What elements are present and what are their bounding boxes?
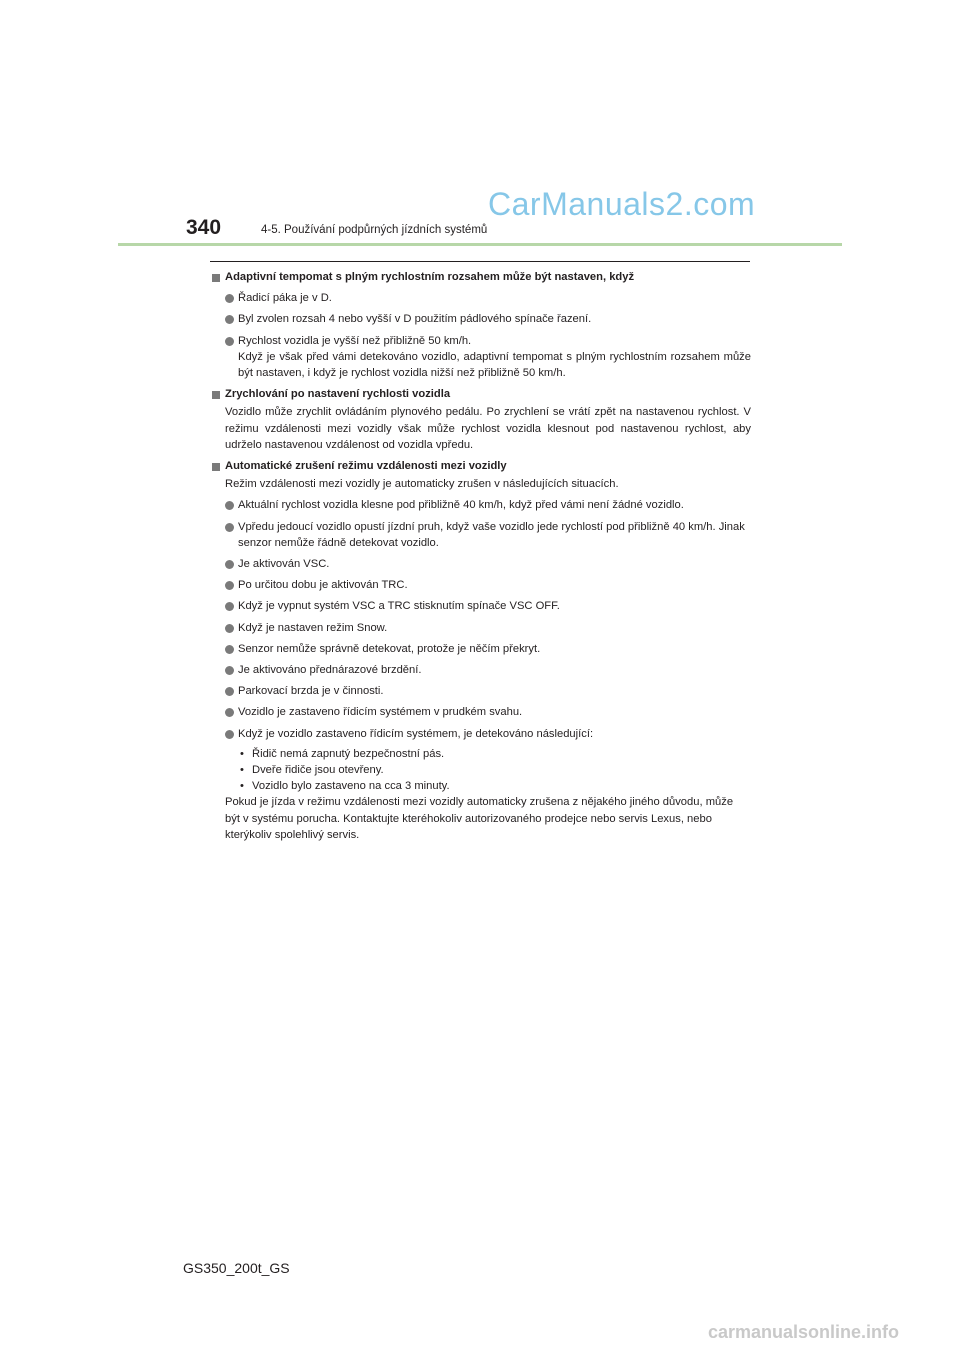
round-bullet-icon (225, 624, 234, 633)
watermark-carmanuals2: CarManuals2.com (488, 186, 756, 222)
sub-list-item-text: Řidič nemá zapnutý bezpečnostní pás. (252, 747, 445, 760)
page-number: 340 (186, 216, 222, 239)
square-bullet-icon (212, 274, 220, 282)
list-item (211, 641, 751, 657)
list-item-text: Parkovací brzda je v činnosti. (238, 685, 384, 698)
sub-list-item (238, 762, 751, 778)
round-bullet-icon (225, 645, 234, 654)
sub-list (211, 746, 751, 795)
round-bullet-icon (225, 501, 234, 510)
list-item (211, 683, 751, 699)
round-bullet-icon (225, 294, 234, 303)
list-item-continuation: Když je však před vámi detekováno vozidlo, adaptivní tempomat s plným rychlostním rozsahem může být nastaven, i když je rychlost vozidla nižší než přibližně 50 km/h. (238, 350, 751, 380)
list-item (211, 311, 751, 327)
list-item (211, 704, 751, 720)
watermark-carmanualsonline: carmanualsonline.info (708, 1322, 900, 1342)
list-item-text: Je aktivováno přednárazové brzdění. (238, 664, 422, 677)
list-item (211, 662, 751, 678)
list-item (211, 620, 751, 636)
sub-list-item (238, 746, 751, 762)
dot-bullet-icon: • (240, 764, 244, 777)
heading-text: Adaptivní tempomat s plným rychlostním rozsahem může být nastaven, když (225, 271, 635, 283)
content-rule (210, 261, 750, 262)
heading-text: Automatické zrušení režimu vzdálenosti mezi vozidly (225, 460, 507, 473)
round-bullet-icon (225, 337, 234, 346)
list-item-text: Aktuální rychlost vozidla klesne pod přibližně 40 km/h, když před vámi není žádné vozidlo. (238, 499, 684, 512)
sub-list-item-text: Vozidlo bylo zastaveno na cca 3 minuty. (252, 780, 450, 793)
round-bullet-icon (225, 708, 234, 717)
paragraph: Vozidlo může zrychlit ovládáním plynového pedálu. Po zrychlení se vrátí zpět na nastavenou rychlost. V režimu vzdálenosti mezi vozidly však může rychlost vozidla klesnout pod nastavenou rychlost, aby udrželo nastavenou vzdálenost od vozidla vpředu. (225, 406, 751, 451)
list-item-text: Řadicí páka je v D. (238, 292, 332, 305)
list-item-text: Když je nastaven režim Snow. (238, 621, 388, 634)
section-heading (211, 269, 751, 285)
square-bullet-icon (212, 391, 220, 399)
sub-list-item-text: Dveře řidiče jsou otevřeny. (252, 764, 384, 777)
round-bullet-icon (225, 602, 234, 611)
list-item-text: Když je vypnut systém VSC a TRC stisknutím spínače VSC OFF. (238, 600, 560, 613)
square-bullet-icon (212, 463, 220, 471)
heading-text: Zrychlování po nastavení rychlosti vozidla (225, 388, 451, 401)
list-item (211, 519, 751, 551)
round-bullet-icon (225, 560, 234, 569)
list-item-text: Rychlost vozidla je vyšší než přibližně 50 km/h. (238, 334, 472, 347)
sub-list-item (238, 778, 751, 794)
round-bullet-icon (225, 666, 234, 675)
round-bullet-icon (225, 523, 234, 532)
paragraph: Režim vzdálenosti mezi vozidly je automaticky zrušen v následujících situacích. (225, 478, 619, 491)
model-code: GS350_200t_GS (183, 1260, 290, 1276)
dot-bullet-icon: • (240, 747, 244, 760)
list-item (211, 556, 751, 572)
section-heading (211, 386, 751, 402)
round-bullet-icon (225, 730, 234, 739)
list-item-text: Senzor nemůže správně detekovat, protože je něčím překryt. (238, 642, 541, 655)
section-title: 4-5. Používání podpůrných jízdních systémů (261, 224, 488, 236)
page-content (211, 269, 751, 843)
list-item (211, 577, 751, 593)
list-item-text: Byl zvolen rozsah 4 nebo vyšší v D použitím pádlového spínače řazení. (238, 313, 592, 326)
list-item (211, 598, 751, 614)
round-bullet-icon (225, 687, 234, 696)
round-bullet-icon (225, 315, 234, 324)
closing-paragraph: Pokud je jízda v režimu vzdálenosti mezi vozidly automaticky zrušena z nějakého jiného důvodu, může být v systému porucha. Kontaktujte kteréhokoliv autorizovaného prodejce nebo servis Lexus, nebo kterýkoliv spolehlivý servis. (225, 796, 734, 841)
list-item-text: Vozidlo je zastaveno řídicím systémem v prudkém svahu. (238, 706, 523, 719)
list-item-text: Je aktivován VSC. (238, 558, 330, 571)
list-item (211, 497, 751, 513)
list-item (211, 333, 751, 382)
list-item-text: Po určitou dobu je aktivován TRC. (238, 579, 408, 592)
dot-bullet-icon: • (240, 780, 244, 793)
round-bullet-icon (225, 581, 234, 590)
section-heading (211, 458, 751, 474)
list-item-text: Vpředu jedoucí vozidlo opustí jízdní pruh, když vaše vozidlo jede rychlostí pod přibližně 40 km/h. Jinak senzor nemůže řádně detekovat vozidlo. (238, 520, 745, 549)
list-item (211, 726, 751, 742)
header-rule (118, 243, 842, 246)
list-item-text: Když je vozidlo zastaveno řídicím systémem, je detekováno následující: (238, 727, 594, 740)
list-item (211, 290, 751, 306)
